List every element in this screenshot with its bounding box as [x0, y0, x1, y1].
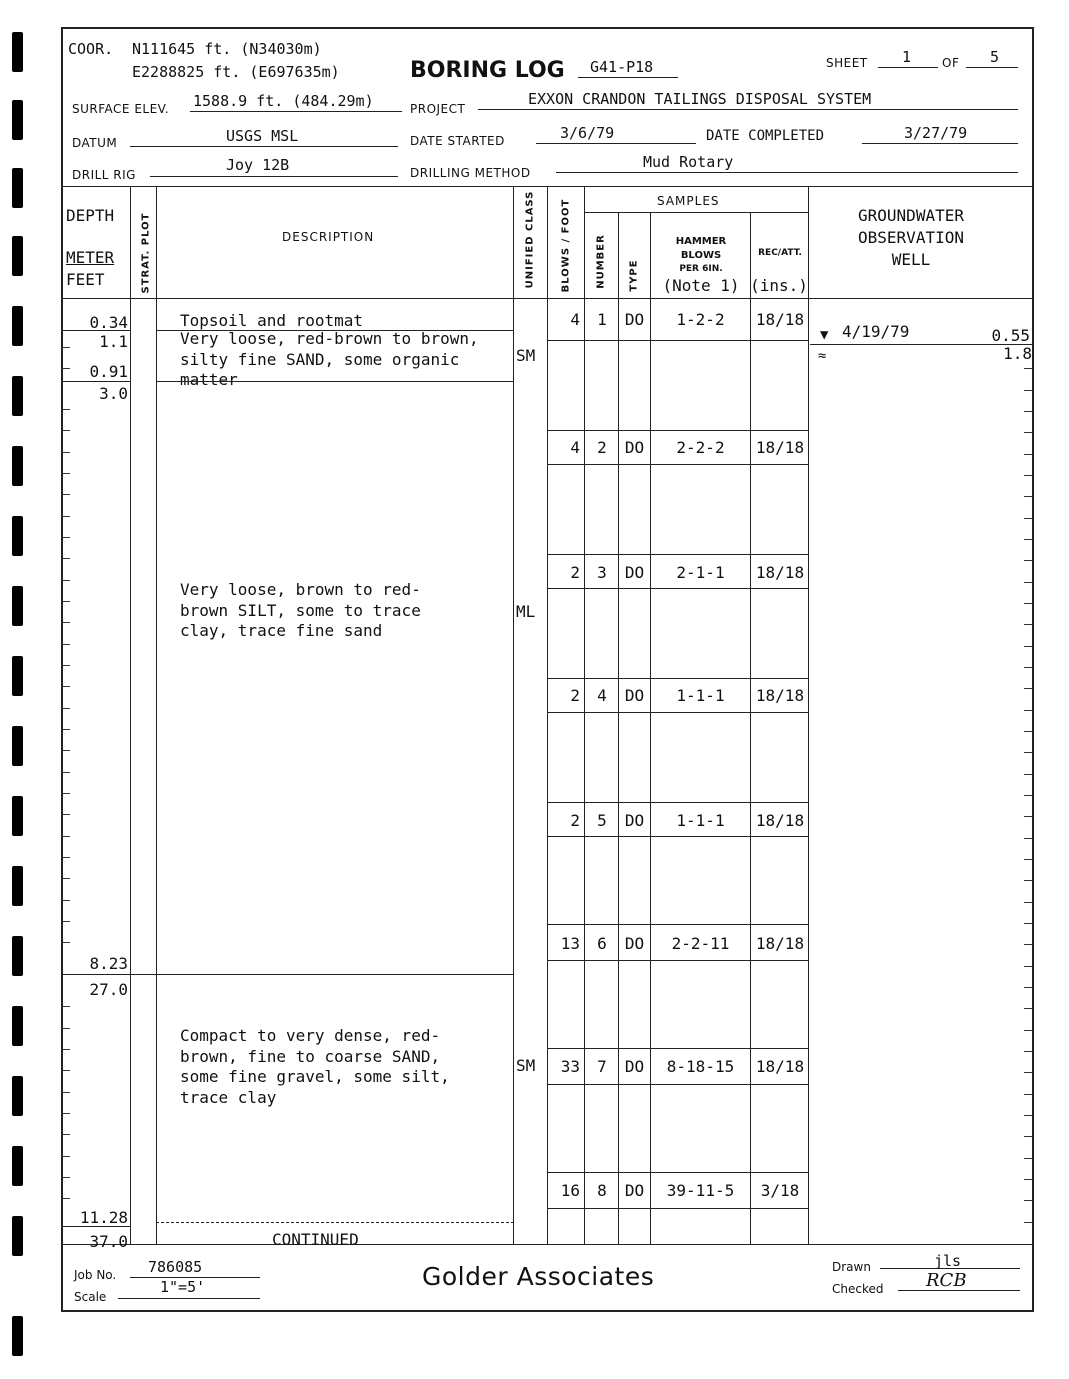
col-number: NUMBER: [595, 234, 607, 289]
col-samples: SAMPLES: [657, 194, 720, 208]
sample-rec: 18/18: [755, 563, 805, 582]
sample-rec: 3/18: [760, 1181, 800, 1200]
sample-blows: 16: [560, 1181, 580, 1200]
sample-type: DO: [624, 1057, 645, 1076]
sample-number: 5: [597, 811, 607, 830]
sample-blows: 4: [570, 310, 580, 329]
stratum-description: Compact to very dense, red- brown, fine to coarse SAND, some fine gravel, some silt, trace clay: [180, 1026, 450, 1107]
company-name: Golder Associates: [422, 1262, 655, 1291]
sheet-label: SHEET: [826, 56, 868, 70]
col-unified-class: UNIFIED CLASS: [524, 190, 536, 289]
continued-label: CONTINUED: [272, 1230, 359, 1249]
sample-type: DO: [624, 1181, 645, 1200]
coor-label: COOR.: [68, 40, 114, 58]
sample-number: 2: [597, 438, 607, 457]
col-meter: METER: [66, 248, 115, 267]
checked-initials-signature: RCB: [926, 1270, 967, 1291]
sample-blows: 33: [560, 1057, 580, 1076]
coor-north: N111645 ft. (N34030m): [132, 40, 322, 58]
sample-rec: 18/18: [755, 811, 805, 830]
stratum-class: SM: [516, 346, 536, 365]
col-blows-foot: BLOWS / FOOT: [560, 198, 572, 293]
depth-label: 0.34: [89, 313, 128, 332]
scale-label: Scale: [74, 1290, 107, 1304]
depth-label: 1.1: [99, 332, 128, 351]
groundwater-feet: 1.8: [1003, 344, 1032, 363]
date-started: 3/6/79: [560, 124, 615, 142]
sample-number: 1: [597, 310, 607, 329]
sample-type: DO: [624, 438, 645, 457]
stratum-class: ML: [516, 602, 536, 621]
sample-number: 4: [597, 686, 607, 705]
drilling-method: Mud Rotary: [643, 153, 734, 171]
col-gw-1: GROUNDWATER: [858, 206, 964, 225]
groundwater-meter: 0.55: [991, 326, 1030, 345]
of-label: OF: [942, 56, 960, 70]
sample-rec: 18/18: [755, 438, 805, 457]
sample-type: DO: [624, 310, 645, 329]
col-gw-2: OBSERVATION: [858, 228, 964, 247]
sheet-number: 1: [902, 48, 912, 66]
surface-elev: 1588.9 ft. (484.29m): [193, 92, 374, 110]
scale-value: 1"=5': [160, 1278, 206, 1296]
col-hammer-2: BLOWS: [680, 250, 722, 261]
col-gw-3: WELL: [891, 250, 931, 269]
col-rec-att: REC/ATT.: [758, 248, 802, 258]
groundwater-date: 4/19/79: [842, 322, 910, 341]
sample-hammer: 1-2-2: [676, 310, 725, 329]
col-strat-plot: STRAT. PLOT: [140, 212, 152, 294]
col-type: TYPE: [628, 259, 640, 292]
drawn-value: jls: [934, 1252, 962, 1270]
sample-hammer: 1-1-1: [676, 686, 725, 705]
sample-blows: 13: [560, 934, 580, 953]
water-level-icon: ▼: [820, 327, 829, 343]
depth-label: 8.23: [89, 954, 128, 973]
depth-label: 27.0: [89, 980, 128, 999]
stratum-description: Very loose, brown to red- brown SILT, some to trace clay, trace fine sand: [180, 580, 421, 640]
title: BORING LOG: [410, 58, 565, 83]
project: EXXON CRANDON TAILINGS DISPOSAL SYSTEM: [528, 90, 872, 108]
boring-id: G41-P18: [590, 58, 654, 76]
date-started-label: DATE STARTED: [410, 134, 505, 148]
drilling-method-label: DRILLING METHOD: [410, 166, 531, 180]
col-ins: (ins.): [750, 276, 808, 295]
col-feet: FEET: [66, 270, 105, 289]
project-label: PROJECT: [410, 102, 466, 116]
sample-type: DO: [624, 934, 645, 953]
sample-rec: 18/18: [755, 310, 805, 329]
datum-label: DATUM: [72, 136, 118, 150]
sample-hammer: 2-1-1: [676, 563, 725, 582]
stratum-description: Very loose, red-brown to brown, silty fine SAND, some organic matter: [180, 329, 479, 389]
coor-east: E2288825 ft. (E697635m): [132, 63, 340, 81]
sample-hammer: 39-11-5: [666, 1181, 735, 1200]
sample-blows: 2: [570, 686, 580, 705]
drill-rig: Joy 12B: [226, 156, 290, 174]
depth-label: 0.91: [89, 362, 128, 381]
col-depth: DEPTH: [66, 206, 115, 225]
sample-type: DO: [624, 811, 645, 830]
sample-number: 3: [597, 563, 607, 582]
sample-hammer: 8-18-15: [666, 1057, 735, 1076]
sample-hammer: 2-2-2: [676, 438, 725, 457]
depth-label: 37.0: [89, 1232, 128, 1251]
sample-type: DO: [624, 563, 645, 582]
sample-blows: 2: [570, 563, 580, 582]
col-hammer-1: HAMMER: [675, 236, 727, 247]
drill-rig-label: DRILL RIG: [72, 168, 136, 182]
stratum-description: Topsoil and rootmat: [180, 311, 364, 330]
depth-label: 11.28: [79, 1208, 128, 1227]
col-hammer-3: PER 6IN.: [679, 264, 723, 274]
sample-hammer: 2-2-11: [671, 934, 730, 953]
sample-type: DO: [624, 686, 645, 705]
sample-number: 6: [597, 934, 607, 953]
col-hammer-note: (Note 1): [662, 276, 740, 295]
sample-blows: 2: [570, 811, 580, 830]
datum: USGS MSL: [226, 127, 299, 145]
sheet-total: 5: [990, 48, 1000, 66]
sample-blows: 4: [570, 438, 580, 457]
surface-elev-label: SURFACE ELEV.: [72, 102, 170, 116]
col-description: DESCRIPTION: [282, 230, 375, 244]
sample-number: 7: [597, 1057, 607, 1076]
stratum-class: SM: [516, 1056, 536, 1075]
sample-rec: 18/18: [755, 1057, 805, 1076]
sample-number: 8: [597, 1181, 607, 1200]
depth-label: 3.0: [99, 384, 128, 403]
job-label: Job No.: [74, 1268, 117, 1282]
water-surface-icon: ≈: [818, 348, 827, 364]
checked-label: Checked: [832, 1282, 884, 1296]
date-completed: 3/27/79: [904, 124, 968, 142]
sample-rec: 18/18: [755, 686, 805, 705]
drawn-label: Drawn: [832, 1260, 871, 1274]
date-completed-label: DATE COMPLETED: [706, 128, 825, 144]
job-number: 786085: [148, 1258, 203, 1276]
sample-hammer: 1-1-1: [676, 811, 725, 830]
sample-rec: 18/18: [755, 934, 805, 953]
